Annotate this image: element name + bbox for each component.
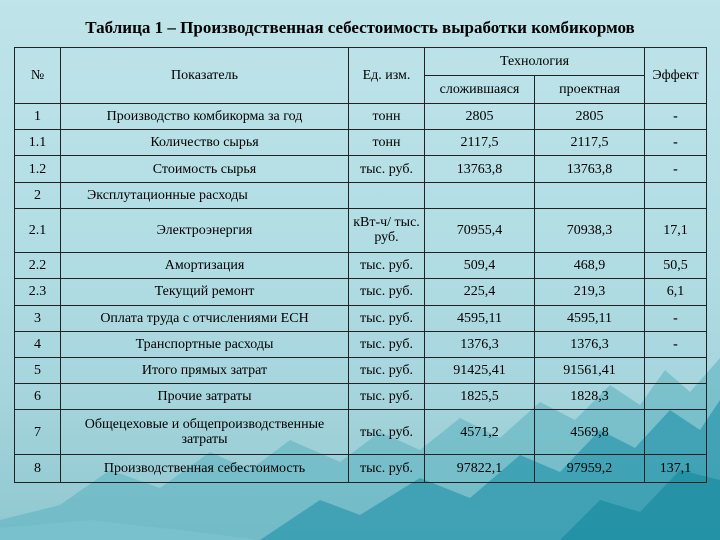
row-name: Производственная себестоимость	[61, 454, 349, 482]
table-row	[15, 182, 707, 208]
row-projected: 2805	[535, 104, 645, 130]
row-name: Электроэнергия	[61, 208, 349, 252]
row-effect: 137,1	[645, 454, 707, 482]
row-effect: 6,1	[645, 279, 707, 305]
table-row	[15, 454, 707, 482]
row-existing: 1825,5	[425, 384, 535, 410]
row-effect: -	[645, 305, 707, 331]
row-projected: 13763,8	[535, 156, 645, 182]
row-unit: тыс. руб.	[349, 305, 425, 331]
row-unit: тыс. руб.	[349, 384, 425, 410]
table-row	[15, 279, 707, 305]
row-projected: 70938,3	[535, 208, 645, 252]
row-unit	[349, 182, 425, 208]
row-existing: 70955,4	[425, 208, 535, 252]
row-num: 5	[15, 357, 61, 383]
header-technology: Технология	[425, 48, 645, 76]
row-name: Производство комбикорма за год	[61, 104, 349, 130]
row-num: 7	[15, 410, 61, 454]
row-unit: тыс. руб.	[349, 253, 425, 279]
table-row	[15, 305, 707, 331]
row-name: Итого прямых затрат	[61, 357, 349, 383]
row-num: 2.3	[15, 279, 61, 305]
table-row	[15, 384, 707, 410]
row-effect	[645, 357, 707, 383]
header-effect: Эффект	[645, 48, 707, 104]
row-unit: тонн	[349, 130, 425, 156]
header-indicator: Показатель	[61, 48, 349, 104]
row-existing: 225,4	[425, 279, 535, 305]
row-projected: 2117,5	[535, 130, 645, 156]
row-unit: тыс. руб.	[349, 156, 425, 182]
header-num: №	[15, 48, 61, 104]
row-num: 6	[15, 384, 61, 410]
row-name: Текущий ремонт	[61, 279, 349, 305]
header-existing: сложившаяся	[425, 76, 535, 104]
row-num: 1	[15, 104, 61, 130]
row-num: 3	[15, 305, 61, 331]
cost-table	[14, 47, 707, 483]
row-num: 1.1	[15, 130, 61, 156]
header-projected: проектная	[535, 76, 645, 104]
row-existing: 97822,1	[425, 454, 535, 482]
row-num: 4	[15, 331, 61, 357]
row-effect: -	[645, 331, 707, 357]
row-name: Количество сырья	[61, 130, 349, 156]
row-num: 2	[15, 182, 61, 208]
table-row	[15, 357, 707, 383]
row-effect	[645, 182, 707, 208]
row-existing: 91425,41	[425, 357, 535, 383]
row-name: Прочие затраты	[61, 384, 349, 410]
row-existing: 4571,2	[425, 410, 535, 454]
row-effect: 50,5	[645, 253, 707, 279]
page-title: Таблица 1 – Производственная себестоимость выработки комбикормов	[85, 18, 635, 37]
row-num: 2.2	[15, 253, 61, 279]
table-row	[15, 104, 707, 130]
table-row	[15, 130, 707, 156]
row-existing: 4595,11	[425, 305, 535, 331]
row-projected: 468,9	[535, 253, 645, 279]
header-unit: Ед. изм.	[349, 48, 425, 104]
row-unit: тыс. руб.	[349, 454, 425, 482]
row-unit: кВт-ч/ тыс. руб.	[349, 208, 425, 252]
row-projected	[535, 182, 645, 208]
row-projected: 4595,11	[535, 305, 645, 331]
table-row	[15, 208, 707, 252]
row-name: Стоимость сырья	[61, 156, 349, 182]
row-projected: 1376,3	[535, 331, 645, 357]
table-row	[15, 410, 707, 454]
row-projected: 97959,2	[535, 454, 645, 482]
table-row	[15, 331, 707, 357]
row-existing: 13763,8	[425, 156, 535, 182]
row-unit: тонн	[349, 104, 425, 130]
table-row	[15, 156, 707, 182]
row-name: Транспортные расходы	[61, 331, 349, 357]
row-effect: -	[645, 156, 707, 182]
row-name: Общецеховые и общепроизводственные затраты	[61, 410, 349, 454]
row-unit: тыс. руб.	[349, 357, 425, 383]
row-existing	[425, 182, 535, 208]
row-name: Эксплутационные расходы	[61, 182, 349, 208]
row-existing: 509,4	[425, 253, 535, 279]
row-existing: 1376,3	[425, 331, 535, 357]
row-projected: 1828,3	[535, 384, 645, 410]
row-unit: тыс. руб.	[349, 331, 425, 357]
row-unit: тыс. руб.	[349, 410, 425, 454]
row-num: 8	[15, 454, 61, 482]
row-num: 1.2	[15, 156, 61, 182]
row-effect	[645, 384, 707, 410]
row-projected: 4569,8	[535, 410, 645, 454]
table-row	[15, 253, 707, 279]
row-effect: -	[645, 104, 707, 130]
row-name: Оплата труда с отчислениями ЕСН	[61, 305, 349, 331]
row-existing: 2117,5	[425, 130, 535, 156]
row-effect	[645, 410, 707, 454]
row-unit: тыс. руб.	[349, 279, 425, 305]
row-num: 2.1	[15, 208, 61, 252]
row-existing: 2805	[425, 104, 535, 130]
row-projected: 219,3	[535, 279, 645, 305]
row-effect: 17,1	[645, 208, 707, 252]
row-effect: -	[645, 130, 707, 156]
row-projected: 91561,41	[535, 357, 645, 383]
row-name: Амортизация	[61, 253, 349, 279]
